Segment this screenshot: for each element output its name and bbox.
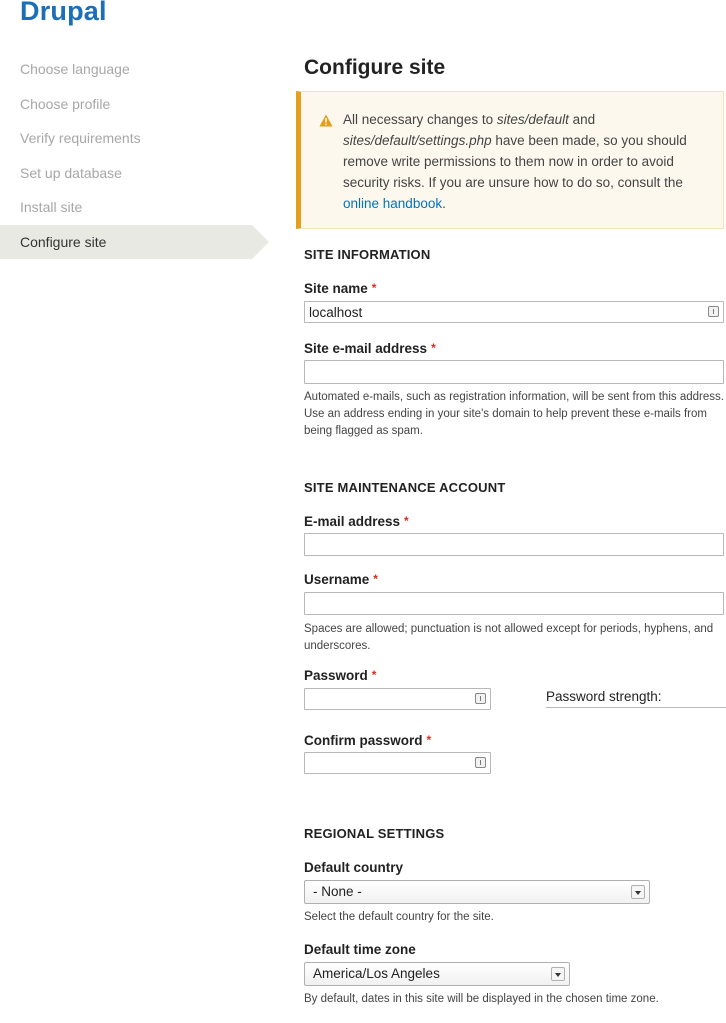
step-choose-profile: Choose profile [20, 95, 111, 112]
confirm-password-label: Confirm password * [304, 733, 432, 748]
dropdown-arrow-icon [631, 885, 645, 899]
warning-text-part: . [442, 196, 446, 211]
step-install-site: Install site [20, 199, 83, 215]
step-configure-site-active: Configure site [0, 225, 252, 259]
username-label: Username * [304, 572, 378, 587]
required-marker: * [431, 341, 436, 355]
install-steps-nav [0, 58, 270, 259]
site-name-input[interactable] [304, 301, 724, 323]
default-time-zone-select[interactable] [304, 962, 570, 986]
required-marker: * [373, 572, 378, 586]
default-country-label: Default country [304, 860, 404, 875]
site-email-description: Automated e-mails, such as registration information, will be sent from this address. Use an address ending in your site's domain to help prevent these e-mails from being flagged as spam. [304, 391, 724, 437]
regional-settings-heading: REGIONAL SETTINGS [304, 826, 445, 841]
password-strength-indicator: Password strength: [546, 689, 726, 708]
warning-icon [319, 112, 333, 133]
confirm-password-field-wrapper [304, 752, 491, 774]
default-time-zone-description: By default, dates in this site will be displayed in the chosen time zone. [304, 993, 659, 1005]
site-email-label: Site e-mail address * [304, 341, 436, 356]
default-country-value: - None - [313, 884, 362, 899]
required-marker: * [426, 733, 432, 747]
drupal-logo[interactable]: Drupal [20, 0, 107, 26]
password-input[interactable] [304, 688, 491, 710]
warning-text-part: and [568, 112, 596, 127]
site-email-input[interactable] [304, 360, 724, 384]
confirm-password-input[interactable] [304, 752, 491, 774]
autofill-icon[interactable] [708, 306, 719, 317]
warning-text-part: All necessary changes to [343, 112, 497, 127]
required-marker: * [371, 281, 377, 295]
username-input[interactable] [304, 592, 724, 615]
site-name-label: Site name * [304, 281, 377, 296]
account-email-input[interactable] [304, 533, 724, 556]
step-choose-language: Choose language [20, 61, 130, 77]
default-country-select[interactable] [304, 880, 650, 904]
account-email-label: E-mail address * [304, 514, 409, 529]
site-name-field-wrapper [304, 301, 724, 323]
site-information-heading: SITE INFORMATION [304, 247, 431, 262]
default-time-zone-label: Default time zone [304, 942, 416, 957]
warning-text-part: have been made, so you should remove write permissions to them now in order to avoid security risks. If you are unsure how to do so, consult the [343, 133, 687, 190]
default-time-zone-value: America/Los Angeles [313, 966, 440, 981]
password-label: Password * [304, 668, 377, 683]
username-description: Spaces are allowed; punctuation is not allowed except for periods, hyphens, and underscores. [304, 623, 714, 652]
warning-path-default: sites/default [496, 112, 569, 127]
required-marker: * [404, 514, 409, 528]
required-marker: * [371, 668, 377, 682]
autofill-icon[interactable] [475, 693, 486, 704]
online-handbook-link[interactable]: online handbook [343, 196, 443, 211]
default-country-description: Select the default country for the site. [304, 911, 494, 923]
password-field-wrapper [304, 688, 491, 710]
warning-message [296, 91, 724, 229]
site-maintenance-account-heading: SITE MAINTENANCE ACCOUNT [304, 480, 506, 495]
page-title: Configure site [304, 56, 446, 79]
step-verify-requirements: Verify requirements [20, 130, 141, 146]
dropdown-arrow-icon [551, 967, 565, 981]
step-set-up-database: Set up database [20, 164, 122, 181]
warning-path-settings: sites/default/settings.php [343, 133, 492, 148]
autofill-icon[interactable] [475, 757, 486, 768]
